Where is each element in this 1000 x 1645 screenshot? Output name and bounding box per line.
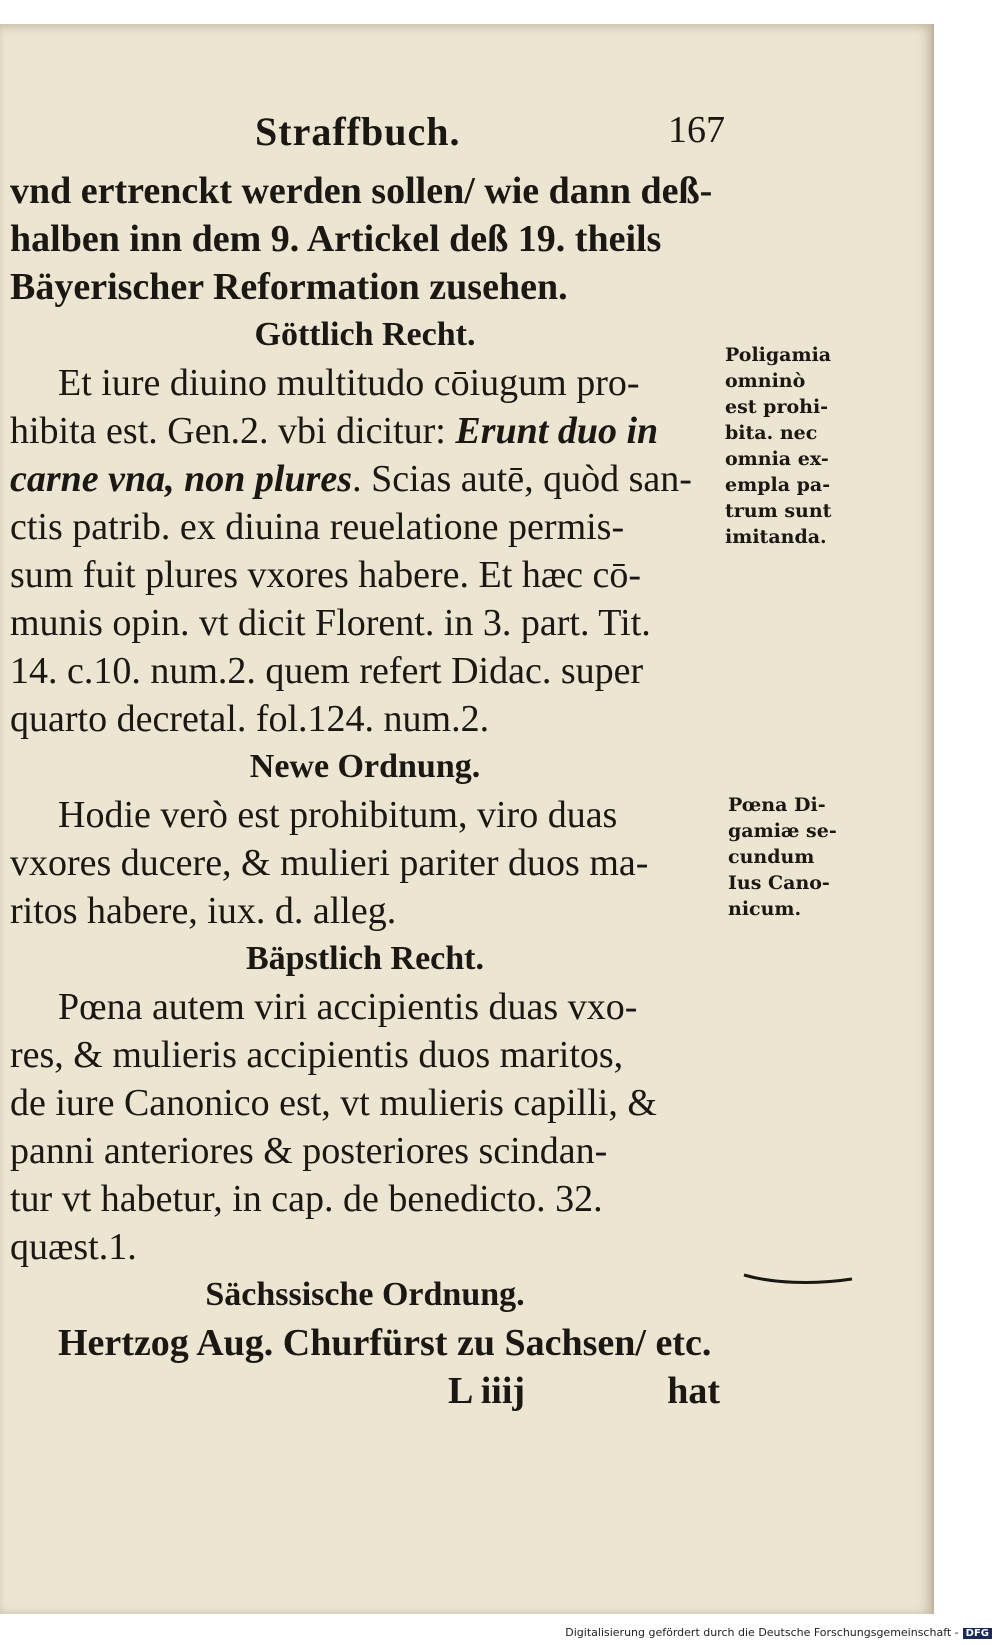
section-heading-goettlich-recht: Göttlich Recht. — [254, 316, 476, 353]
page-header — [245, 84, 725, 154]
dfg-logo: DFG — [963, 1628, 992, 1639]
margin-note-poena-digamiae — [728, 792, 837, 922]
running-head: Straffbuch. — [255, 109, 461, 154]
credit-text: Digitalisierung gefördert durch die Deutsche Forschungsgemeinschaft - — [565, 1626, 959, 1639]
italic-quote: carne vna, non plures — [10, 458, 353, 500]
text-line: quarto decretal. fol.124. num.2. — [10, 698, 490, 740]
text-line: Et iure diuino multitudo cōiugum pro- — [58, 362, 640, 404]
text-line — [10, 455, 720, 503]
margin-note-poligamia — [725, 342, 831, 550]
text-line: vnd ertrenckt werden sollen/ wie dann deß- — [10, 170, 713, 212]
text-span: . Scias autē, quòd san- — [352, 458, 692, 500]
margin-note-line: omninò — [725, 370, 806, 392]
text-line — [10, 407, 720, 455]
signature-mark: L iiij — [448, 1370, 526, 1412]
margin-note-line: Poligamia — [725, 344, 832, 366]
page-number: 167 — [668, 109, 725, 151]
text-line: ctis patrib. ex diuina reuelatione permis- — [10, 506, 625, 548]
book-page — [0, 24, 934, 1614]
section-heading-newe-ordnung: Newe Ordnung. — [249, 748, 481, 785]
text-line: de iure Canonico est, vt mulieris capilli, & — [10, 1082, 657, 1124]
text-line: sum fuit plures vxores habere. Et hæc cō- — [10, 554, 642, 596]
text-line: halben inn dem 9. Artickel deß 19. theils — [10, 218, 662, 260]
italic-quote: Erunt duo in — [455, 410, 659, 452]
ink-stroke — [742, 1269, 854, 1289]
text-line: 14. c.10. num.2. quem refert Didac. super — [10, 650, 644, 692]
margin-note-line: gamiæ se- — [728, 820, 837, 842]
text-line: tur vt habetur, in cap. de benedicto. 32. — [10, 1178, 603, 1220]
text-span: hibita est. Gen.2. vbi dicitur: — [10, 410, 456, 452]
main-text — [10, 167, 720, 1415]
section-heading-saechssische-ordnung: Sächssische Ordnung. — [205, 1276, 525, 1313]
text-line: Hodie verò est prohibitum, viro duas — [58, 794, 618, 836]
margin-note-line: imitanda. — [725, 526, 827, 548]
margin-note-line: est prohi- — [725, 396, 829, 418]
signature-line — [10, 1367, 720, 1415]
margin-note-line: Ius Cano- — [728, 872, 830, 894]
text-line: panni anteriores & posteriores scindan- — [10, 1130, 608, 1172]
margin-note-line: omnia ex- — [725, 448, 829, 470]
margin-note-line: trum sunt — [725, 500, 832, 522]
catchword: hat — [667, 1370, 720, 1412]
text-line: Bäyerischer Reformation zusehen. — [10, 266, 568, 308]
text-line: res, & mulieris accipientis duos maritos, — [10, 1034, 624, 1076]
section-heading-baepstlich-recht: Bäpstlich Recht. — [246, 940, 484, 977]
text-line: ritos habere, iux. d. alleg. — [10, 890, 397, 932]
text-line: Hertzog Aug. Churfürst zu Sachsen/ etc. — [58, 1322, 712, 1364]
text-line: Pœna autem viri accipientis duas vxo- — [58, 986, 638, 1028]
text-line: vxores ducere, & mulieri pariter duos ma- — [10, 842, 649, 884]
margin-note-line: Pœna Di- — [728, 794, 826, 816]
text-line: munis opin. vt dicit Florent. in 3. part. Tit. — [10, 602, 651, 644]
margin-note-line: cundum — [728, 846, 815, 868]
margin-note-line: nicum. — [728, 898, 802, 920]
text-line: quæst.1. — [10, 1226, 137, 1268]
margin-note-line: empla pa- — [725, 474, 831, 496]
margin-note-line: bita. nec — [725, 422, 818, 444]
digitization-credit — [565, 1626, 992, 1639]
